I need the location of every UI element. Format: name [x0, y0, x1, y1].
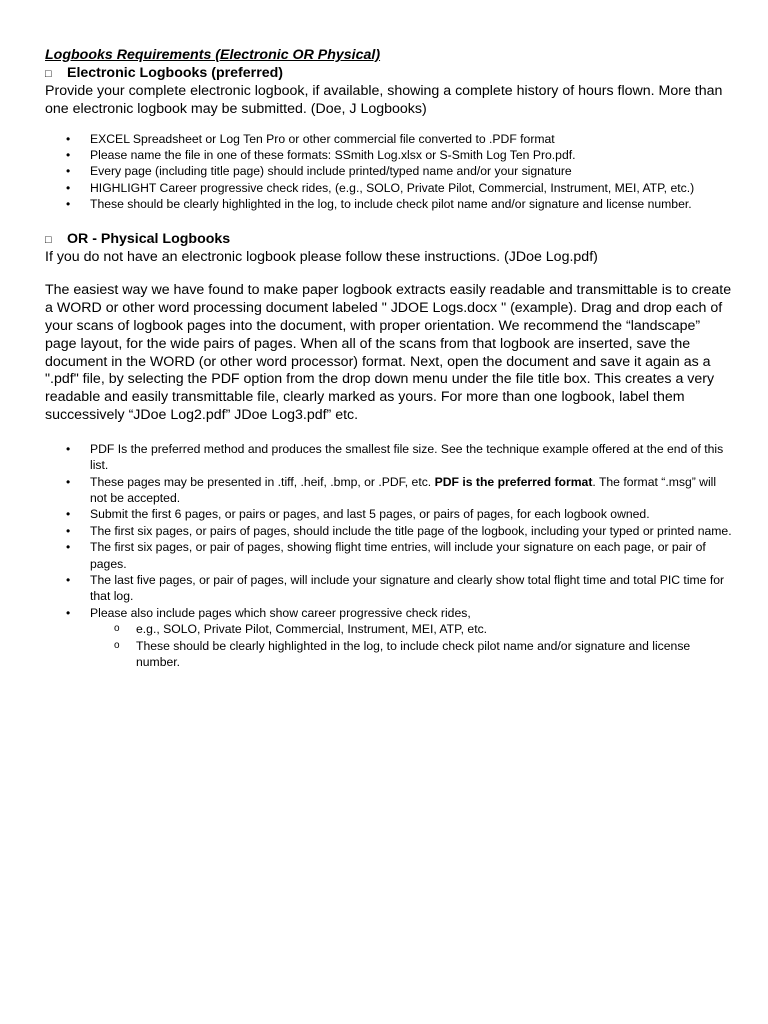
- list-item: [45, 523, 735, 539]
- checkbox-icon: □: [45, 68, 52, 80]
- list-item: [45, 441, 735, 474]
- list-item: [45, 163, 735, 179]
- list-item: [45, 506, 735, 522]
- list-item-text: These pages may be presented in .tiff, .heif, .bmp, or .PDF, etc.: [90, 474, 435, 489]
- hollow-bullet-icon: o: [114, 639, 120, 651]
- checkbox-icon: □: [45, 233, 52, 246]
- electronic-logbooks-heading: [45, 64, 735, 83]
- bullet-icon: •: [66, 540, 71, 555]
- bullet-icon: •: [66, 507, 71, 522]
- list-item: [45, 605, 735, 621]
- list-item-text: EXCEL Spreadsheet or Log Ten Pro or other commercial file converted to .PDF format: [90, 131, 555, 146]
- electronic-requirements-list: [45, 131, 735, 213]
- list-item: [45, 572, 735, 605]
- list-item: [45, 474, 735, 507]
- sub-list-item: [45, 621, 735, 637]
- document-title: Logbooks Requirements (Electronic OR Physical): [45, 47, 381, 63]
- list-item-text: Please also include pages which show career progressive check rides,: [90, 605, 471, 620]
- bullet-icon: •: [66, 148, 71, 162]
- bullet-icon: •: [66, 573, 71, 588]
- physical-requirements-list: [45, 441, 735, 621]
- list-item: [45, 147, 735, 163]
- hollow-bullet-icon: o: [114, 623, 120, 635]
- electronic-intro: Provide your complete electronic logbook, if available, showing a complete history of hours flown. More than one electronic logbook may be submitted. (Doe, J Logbooks): [45, 83, 723, 117]
- list-item-text: PDF Is the preferred method and produces the smallest file size. See the technique example offered at the end of this list.: [90, 441, 724, 473]
- check-rides-sub-list: [45, 621, 735, 670]
- list-item-text: HIGHLIGHT Career progressive check rides, (e.g., SOLO, Private Pilot, Commercial, Instrument, MEI, ATP, etc.): [90, 180, 695, 195]
- physical-intro: If you do not have an electronic logbook please follow these instructions. (JDoe Log.pdf): [45, 248, 598, 265]
- list-item-text: These should be clearly highlighted in the log, to include check pilot name and/or signature and license number.: [90, 197, 692, 212]
- physical-instructions-paragraph: The easiest way we have found to make paper logbook extracts easily readable and transmittable is to create a WORD or other word processing document labeled " JDOE Logs.docx " (example). Drag and drop each of your scans of logbook pages into the document, with proper orientation. We recommend the “landscape” page layout, for the wide pairs of pages. When all of the scans from that logbook are inserted, save the document in the WORD (or other word processor) format. Next, open the document and save it again as a ".pdf" file, by selecting the PDF option from the drop down menu under the file title box. This creates a very readable and easily transmittable file, clearly marked as yours. For more than one logbook, label them successively “JDoe Log2.pdf” JDoe Log3.pdf” etc.: [45, 282, 732, 423]
- list-item-text: Submit the first 6 pages, or pairs or pages, and last 5 pages, or pairs of pages, for each logbook owned.: [90, 507, 650, 522]
- sub-list-item-text: e.g., SOLO, Private Pilot, Commercial, Instrument, MEI, ATP, etc.: [136, 622, 488, 637]
- list-item-text: The first six pages, or pairs of pages, should include the title page of the logbook, including your typed or printed name.: [90, 523, 732, 538]
- preferred-format-emphasis: PDF is the preferred format: [434, 474, 593, 489]
- document-page: [45, 46, 735, 670]
- bullet-icon: •: [66, 180, 71, 195]
- electronic-heading-text: Electronic Logbooks (preferred): [67, 65, 283, 81]
- sub-list-item-text: These should be clearly highlighted in the log, to include check pilot name and/or signature and license number.: [136, 638, 691, 670]
- bullet-icon: •: [66, 441, 71, 456]
- physical-logbooks-heading: [45, 230, 735, 249]
- list-item: [45, 180, 735, 196]
- bullet-icon: •: [66, 164, 71, 179]
- list-item: [45, 539, 735, 572]
- bullet-icon: •: [66, 197, 71, 212]
- list-item-text-continued: . The format “.msg” will not be accepted.: [90, 474, 717, 506]
- bullet-icon: •: [66, 605, 71, 620]
- sub-list-item: [45, 638, 735, 671]
- list-item: [45, 131, 735, 147]
- physical-heading-text: OR - Physical Logbooks: [67, 230, 231, 247]
- list-item-text: The last five pages, or pair of pages, will include your signature and clearly show total flight time and total PIC time for that log.: [90, 573, 725, 604]
- bullet-icon: •: [66, 474, 71, 489]
- list-item-text: The first six pages, or pair of pages, showing flight time entries, will include your signature on each page, or pair of pages.: [90, 540, 706, 571]
- list-item-text: Please name the file in one of these formats: SSmith Log.xlsx or S-Smith Log Ten Pro.pdf.: [90, 148, 576, 162]
- list-item-text: Every page (including title page) should include printed/typed name and/or your signature: [90, 164, 572, 179]
- bullet-icon: •: [66, 131, 71, 146]
- bullet-icon: •: [66, 523, 71, 538]
- list-item: [45, 196, 735, 212]
